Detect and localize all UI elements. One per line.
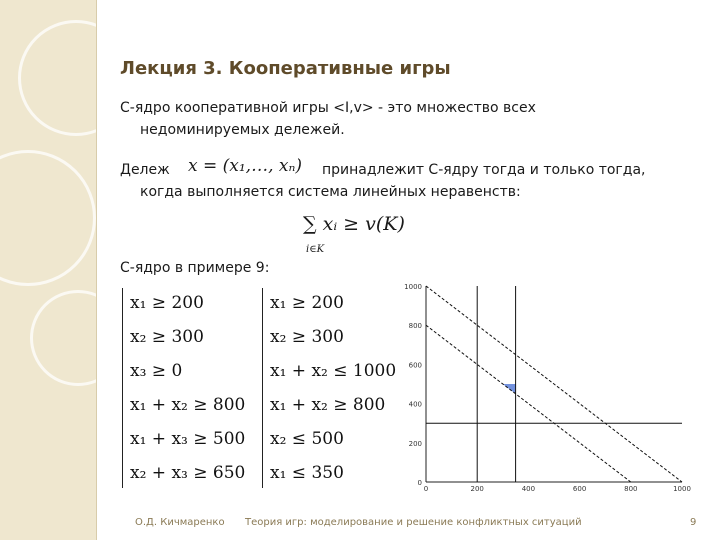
example-label: С-ядро в примере 9: xyxy=(120,260,270,276)
decorative-circle xyxy=(18,20,134,136)
inequality: x₁ + x₂ ≤ 1000 xyxy=(270,361,397,381)
constraint-line xyxy=(426,286,682,482)
footer-course: Теория игр: моделирование и решение конфликтных ситуаций xyxy=(245,517,582,528)
y-tick-label: 600 xyxy=(408,361,422,370)
x-tick-label: 0 xyxy=(423,485,429,493)
inequality: x₂ ≥ 300 xyxy=(130,327,204,347)
inequality: x₂ ≥ 300 xyxy=(270,327,344,347)
decorative-circle xyxy=(0,150,96,286)
definition-line: принадлежит С-ядру тогда и только тогда, xyxy=(322,162,646,178)
x-tick-label: 1000 xyxy=(673,485,691,493)
x-tick-label: 400 xyxy=(521,485,536,493)
definition-line: недоминируемых дележей. xyxy=(140,122,345,138)
footer-author: О.Д. Кичмаренко xyxy=(135,517,225,528)
sum-subscript: i∈K xyxy=(306,244,325,255)
inequality-system-left xyxy=(130,286,245,490)
imputation-label: Дележ xyxy=(120,162,170,178)
inequality: x₁ ≥ 200 xyxy=(130,293,204,313)
core-chart xyxy=(392,276,692,496)
inequality: x₁ + x₂ ≥ 800 xyxy=(270,395,386,415)
inequality: x₂ + x₃ ≥ 650 xyxy=(130,463,246,483)
imputation-formula: x = (x₁,…, xₙ) xyxy=(188,156,302,176)
x-tick-label: 600 xyxy=(572,485,587,493)
page-number: 9 xyxy=(690,517,697,528)
x-tick-label: 200 xyxy=(470,485,484,493)
left-brace xyxy=(122,288,123,488)
y-tick-label: 800 xyxy=(408,322,422,331)
definition-line: когда выполняется система линейных неравенств: xyxy=(140,184,521,200)
y-tick-label: 400 xyxy=(408,400,422,409)
sidebar-decoration xyxy=(0,0,96,540)
inequality: x₁ ≥ 200 xyxy=(270,293,344,313)
inequality: x₂ ≤ 500 xyxy=(270,429,344,449)
y-tick-label: 0 xyxy=(417,479,422,487)
definition-line: С-ядро кооперативной игры <I,v> - это множество всех xyxy=(120,100,536,116)
inequality: x₁ + x₂ ≥ 800 xyxy=(130,395,246,415)
x-tick-label: 800 xyxy=(624,485,638,493)
y-tick-label: 200 xyxy=(408,439,422,448)
inequality: x₃ ≥ 0 xyxy=(130,361,183,381)
inequality: x₁ ≤ 350 xyxy=(270,463,344,483)
slide-title: Лекция 3. Кооперативные игры xyxy=(120,58,451,79)
divider xyxy=(96,0,97,540)
decorative-circle xyxy=(30,290,126,386)
inequality-system-right xyxy=(270,286,396,490)
sum-formula: ∑ xᵢ ≥ v(K) xyxy=(303,213,405,235)
inequality: x₁ + x₃ ≥ 500 xyxy=(130,429,246,449)
constraint-line xyxy=(426,325,631,482)
y-tick-label: 1000 xyxy=(404,283,422,291)
right-brace xyxy=(262,288,263,488)
